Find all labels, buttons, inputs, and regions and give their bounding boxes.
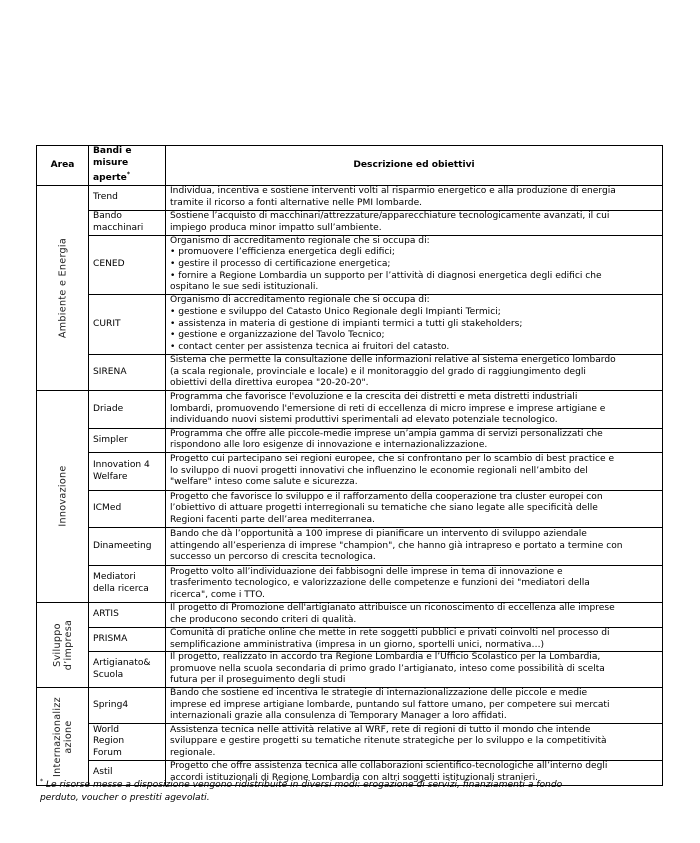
- measure-description: [166, 428, 663, 452]
- text-line: • contact center per assistenza tecnica ai fruitori del catasto.: [170, 341, 450, 352]
- text-line: Dinameeting: [93, 540, 152, 551]
- table-row: [37, 603, 663, 628]
- text-line: Sviluppo: [51, 623, 63, 667]
- table-row: [37, 528, 663, 566]
- measure-description: [166, 235, 663, 294]
- table-header-row: [37, 146, 663, 186]
- measure-name: [89, 628, 166, 652]
- measure-description: [166, 294, 663, 354]
- text-line: Simpler: [93, 434, 128, 445]
- text-line: "welfare" inteso come salute e sicurezza.: [170, 477, 358, 488]
- measure-description: [166, 566, 663, 603]
- measure-name: [89, 354, 166, 390]
- measure-name: [89, 453, 166, 491]
- measure-description: [166, 528, 663, 566]
- text-line: accordi istituzionali di Regione Lombardia con altri soggetti istituzionali stranieri.: [170, 772, 539, 783]
- text-line: internazionali grazie alla consulenza di Temporary Manager a loro affidati.: [170, 711, 507, 722]
- text-line: Artigianato&: [93, 658, 151, 669]
- measure-description: [166, 688, 663, 724]
- text-line: Comunità di pratiche online che mette in rete soggetti pubblici e privati coinvolti nel processo di: [170, 628, 610, 638]
- measure-name: [89, 688, 166, 724]
- text-line: SIRENA: [93, 366, 127, 377]
- header-bandi: [89, 146, 166, 186]
- text-line: individuando nuovi sistemi produttivi sperimentali ad elevato potenziale tecnologico.: [170, 415, 558, 426]
- area-cell: [37, 390, 89, 602]
- text-line: Scuola: [93, 669, 124, 680]
- text-line: • gestione e organizzazione del Tavolo Tecnico;: [170, 330, 385, 341]
- table-row: [37, 723, 663, 760]
- text-line: ricerca", come i TTO.: [170, 589, 265, 600]
- area-label: [52, 697, 74, 777]
- footnote-mark: *: [40, 778, 43, 785]
- measure-description: [166, 390, 663, 428]
- text-line: Progetto volto all’individuazione dei fabbisogni delle imprese in tema di innovazione e: [170, 566, 563, 577]
- text-line: lo sviluppo di nuovi progetti innovativi che influenzino le economie regionali nell’ambito del: [170, 465, 588, 476]
- table-row: [37, 628, 663, 652]
- text-line: che producono secondo criteri di qualità.: [170, 615, 357, 625]
- area-cell: [37, 603, 89, 688]
- footnote-line: Le risorse messe a disposizione vengono ridistribuite in diversi modi: erogazione di servizi, finanziamenti a fondo: [45, 780, 563, 791]
- measure-name: [89, 390, 166, 428]
- footnote-line: perduto, voucher o prestiti agevolati.: [40, 792, 210, 803]
- measure-name: [89, 210, 166, 235]
- measure-description: [166, 652, 663, 688]
- table-row: [37, 453, 663, 491]
- header-bandi-line: misure: [93, 157, 129, 168]
- text-line: Sistema che permette la consultazione delle informazioni relative al sistema energetico lombardo: [170, 354, 616, 365]
- table-row: [37, 210, 663, 235]
- text-line: Innovazione: [57, 465, 68, 528]
- table-row: [37, 688, 663, 724]
- text-line: • assistenza in materia di gestione di impianti termici a tutti gli stakeholders;: [170, 318, 523, 329]
- text-line: Driade: [93, 403, 124, 414]
- footnote-mark: *: [126, 171, 130, 179]
- area-cell: [37, 688, 89, 786]
- text-line: tramite il ricorso a fonti alternative nelle PMI lombarde.: [170, 197, 423, 208]
- text-line: Programma che favorisce l'evoluzione e la crescita dei distretti e meta distretti industriali: [170, 391, 578, 402]
- text-line: Bando: [93, 211, 122, 222]
- text-line: azione: [62, 719, 74, 754]
- text-line: Organismo di accreditamento regionale che si occupa di:: [170, 235, 430, 246]
- table-row: [37, 390, 663, 428]
- measure-name: [89, 428, 166, 452]
- area-cell: [37, 185, 89, 390]
- area-label: [57, 238, 68, 338]
- measure-description: [166, 453, 663, 491]
- text-line: Welfare: [93, 471, 128, 482]
- measure-description: [166, 185, 663, 210]
- text-line: Il progetto di Promozione dell'artigianato attribuisce un riconoscimento di eccellenza alle imprese: [170, 603, 615, 614]
- text-line: Sostiene l’acquisto di macchinari/attrezzature/apparecchiature tecnologicamente avanzati, il cui: [170, 211, 610, 222]
- text-line: • promuovere l’efficienza energetica degli edifici;: [170, 247, 395, 258]
- measure-name: [89, 491, 166, 528]
- text-line: obiettivi della direttiva europea "20-20-20".: [170, 378, 369, 389]
- text-line: Forum: [93, 747, 122, 758]
- text-line: Organismo di accreditamento regionale che si occupa di:: [170, 295, 430, 306]
- text-line: Progetto che favorisce lo sviluppo e il rafforzamento della cooperazione tra cluster europei con: [170, 491, 603, 502]
- table-row: [37, 652, 663, 688]
- table-row: [37, 294, 663, 354]
- text-line: Innovation 4: [93, 459, 150, 470]
- measure-description: [166, 491, 663, 528]
- header-descrizione: Descrizione ed obiettivi: [166, 146, 663, 186]
- text-line: Internazionalizz: [51, 696, 63, 777]
- measure-description: [166, 603, 663, 628]
- text-line: CURIT: [93, 318, 121, 329]
- table-row: [37, 428, 663, 452]
- text-line: ICMed: [93, 503, 122, 514]
- text-line: ospitano le sue sedi istituzionali.: [170, 282, 319, 293]
- text-line: Assistenza tecnica nelle attività relative al WRF, rete di regioni di tutto il mondo che intende: [170, 724, 591, 735]
- text-line: • gestire il processo di certificazione energetica;: [170, 259, 391, 270]
- text-line: lombardi, promuovendo l'emersione di reti di eccellenza di micro imprese e imprese artigiane e: [170, 403, 606, 414]
- header-bandi-line: aperte*: [93, 171, 130, 184]
- text-line: macchinari: [93, 222, 144, 233]
- text-line: semplificazione amministrativa (impresa in un giorno, sportelli unici, normativa…): [170, 639, 545, 650]
- text-line: • gestione e sviluppo del Catasto Unico Regionale degli Impianti Termici;: [170, 306, 501, 317]
- text-line: promuove nella scuola secondaria di primo grado l’artigianato, inteso come possibilità di scelta: [170, 663, 605, 674]
- text-line: Regioni facenti parte dell’area mediterranea.: [170, 514, 375, 525]
- measure-name: [89, 652, 166, 688]
- text-line: impiego produca minor impatto sull’ambiente.: [170, 222, 382, 233]
- text-line: Il progetto, realizzato in accordo tra Regione Lombardia e l’Ufficio Scolastico per la Lombardia,: [170, 652, 601, 663]
- measure-description: [166, 628, 663, 652]
- text-line: Ambiente e Energia: [57, 237, 68, 338]
- table-row: [37, 354, 663, 390]
- text-line: • fornire a Regione Lombardia un supporto per l’attività di diagnosi energetica degli edifici che: [170, 270, 602, 281]
- text-line: Trend: [93, 192, 118, 203]
- measure-name: [89, 603, 166, 628]
- text-line: PRISMA: [93, 633, 128, 644]
- footnote: [40, 776, 670, 804]
- text-line: (a scala regionale, provinciale e locale) e il monitoraggio del grado di raggiungimento degli: [170, 366, 586, 377]
- measure-name: [89, 566, 166, 603]
- measure-name: [89, 723, 166, 760]
- table-row: [37, 185, 663, 210]
- text-line: della ricerca: [93, 584, 149, 594]
- measure-description: [166, 723, 663, 760]
- measure-name: [89, 185, 166, 210]
- header-bandi-line: Bandi e: [93, 146, 132, 156]
- text-line: Mediatori: [93, 572, 136, 583]
- table-row: [37, 491, 663, 528]
- table-row: [37, 566, 663, 603]
- text-line: Bando che sostiene ed incentiva le strategie di internazionalizzazione delle piccole e medie: [170, 688, 588, 699]
- text-line: l’obiettivo di attuare progetti interregionali su tematiche che siano legate alle specificità delle: [170, 503, 598, 514]
- text-line: Spring4: [93, 699, 129, 710]
- text-line: Progetto che offre assistenza tecnica alle collaborazioni scientifico-tecnologiche all’interno degli: [170, 761, 608, 772]
- header-area: Area: [37, 146, 89, 186]
- text-line: Astil: [93, 767, 113, 778]
- text-line: World: [93, 724, 120, 735]
- measures-table: [36, 145, 663, 786]
- text-line: trasferimento tecnologico, e valorizzazione delle competenze e funzioni dei "mediatori della: [170, 578, 590, 589]
- area-label: [52, 620, 74, 670]
- text-line: d’impresa: [62, 619, 74, 671]
- measure-name: [89, 294, 166, 354]
- text-line: Programma che offre alle piccole-medie imprese un’ampia gamma di servizi personalizzati che: [170, 428, 603, 439]
- text-line: Region: [93, 736, 125, 747]
- measure-name: [89, 235, 166, 294]
- text-line: futura per il proseguimento degli studi: [170, 675, 346, 686]
- text-line: Individua, incentiva e sostiene interventi volti al risparmio energetico e alla produzione di energia: [170, 186, 616, 197]
- text-line: sviluppare e gestire progetti su tematiche ritenute strategiche per lo sviluppo e la competitività: [170, 736, 607, 747]
- measure-description: [166, 210, 663, 235]
- text-line: regionale.: [170, 747, 216, 758]
- text-line: attingendo all’esperienza di imprese "champion", che hanno già intrapreso e portato a termine con: [170, 540, 623, 551]
- text-line: successo un percorso di crescita tecnologica.: [170, 552, 376, 563]
- text-line: CENED: [93, 259, 125, 270]
- table-row: [37, 235, 663, 294]
- text-line: Bando che dà l’opportunità a 100 imprese di pianificare un intervento di sviluppo aziendale: [170, 529, 587, 540]
- text-line: ARTIS: [93, 609, 119, 620]
- area-label: [57, 466, 68, 527]
- text-line: Progetto cui partecipano sei regioni europee, che si confrontano per lo scambio di best practice e: [170, 454, 615, 465]
- measure-description: [166, 354, 663, 390]
- measure-name: [89, 528, 166, 566]
- text-line: imprese ed imprese artigiane lombarde, puntando sul fattore umano, per competere sui mercati: [170, 699, 610, 710]
- text-line: rispondono alle loro esigenze di innovazione e internazionalizzazione.: [170, 440, 488, 451]
